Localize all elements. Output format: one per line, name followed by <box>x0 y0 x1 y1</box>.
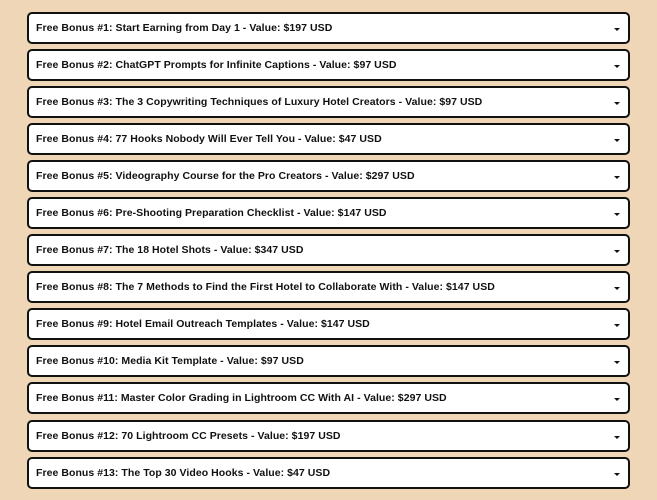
bonus-title: Free Bonus #2: ChatGPT Prompts for Infinite Captions - Value: $97 USD <box>36 59 397 71</box>
bonus-title: Free Bonus #7: The 18 Hotel Shots - Value: $347 USD <box>36 244 304 256</box>
bonus-accordion-item-7[interactable] <box>27 234 630 266</box>
chevron-down-icon <box>614 324 620 327</box>
bonus-accordion-item-13[interactable] <box>27 457 630 489</box>
chevron-down-icon <box>614 398 620 401</box>
chevron-down-icon <box>614 250 620 253</box>
bonus-accordion-item-12[interactable] <box>27 420 630 452</box>
bonus-title: Free Bonus #13: The Top 30 Video Hooks - Value: $47 USD <box>36 467 331 479</box>
chevron-down-icon <box>614 213 620 216</box>
bonus-title: Free Bonus #4: 77 Hooks Nobody Will Ever Tell You - Value: $47 USD <box>36 133 382 145</box>
bonus-accordion-item-9[interactable] <box>27 308 630 340</box>
chevron-down-icon <box>614 361 620 364</box>
chevron-down-icon <box>614 436 620 439</box>
chevron-down-icon <box>614 28 620 31</box>
chevron-down-icon <box>614 176 620 179</box>
chevron-down-icon <box>614 139 620 142</box>
bonus-accordion-item-4[interactable] <box>27 123 630 155</box>
bonus-title: Free Bonus #5: Videography Course for the Pro Creators - Value: $297 USD <box>36 170 415 182</box>
bonus-accordion-item-3[interactable] <box>27 86 630 118</box>
bonus-title: Free Bonus #9: Hotel Email Outreach Templates - Value: $147 USD <box>36 318 370 330</box>
bonus-accordion-item-10[interactable] <box>27 345 630 377</box>
bonus-title: Free Bonus #8: The 7 Methods to Find the First Hotel to Collaborate With - Value: $147 USD <box>36 281 495 293</box>
bonus-title: Free Bonus #11: Master Color Grading in Lightroom CC With AI - Value: $297 USD <box>36 392 447 404</box>
bonus-accordion-item-11[interactable] <box>27 382 630 414</box>
chevron-down-icon <box>614 102 620 105</box>
chevron-down-icon <box>614 287 620 290</box>
bonus-accordion-item-1[interactable] <box>27 12 630 44</box>
chevron-down-icon <box>614 65 620 68</box>
bonus-accordion-item-8[interactable] <box>27 271 630 303</box>
bonus-accordion-item-2[interactable] <box>27 49 630 81</box>
bonus-title: Free Bonus #1: Start Earning from Day 1 - Value: $197 USD <box>36 22 333 34</box>
bonus-accordion-item-6[interactable] <box>27 197 630 229</box>
bonus-title: Free Bonus #3: The 3 Copywriting Techniques of Luxury Hotel Creators - Value: $97 USD <box>36 96 483 108</box>
bonus-title: Free Bonus #10: Media Kit Template - Value: $97 USD <box>36 355 304 367</box>
bonus-title: Free Bonus #6: Pre-Shooting Preparation Checklist - Value: $147 USD <box>36 207 387 219</box>
bonus-title: Free Bonus #12: 70 Lightroom CC Presets - Value: $197 USD <box>36 430 341 442</box>
chevron-down-icon <box>614 473 620 476</box>
bonus-accordion-item-5[interactable] <box>27 160 630 192</box>
